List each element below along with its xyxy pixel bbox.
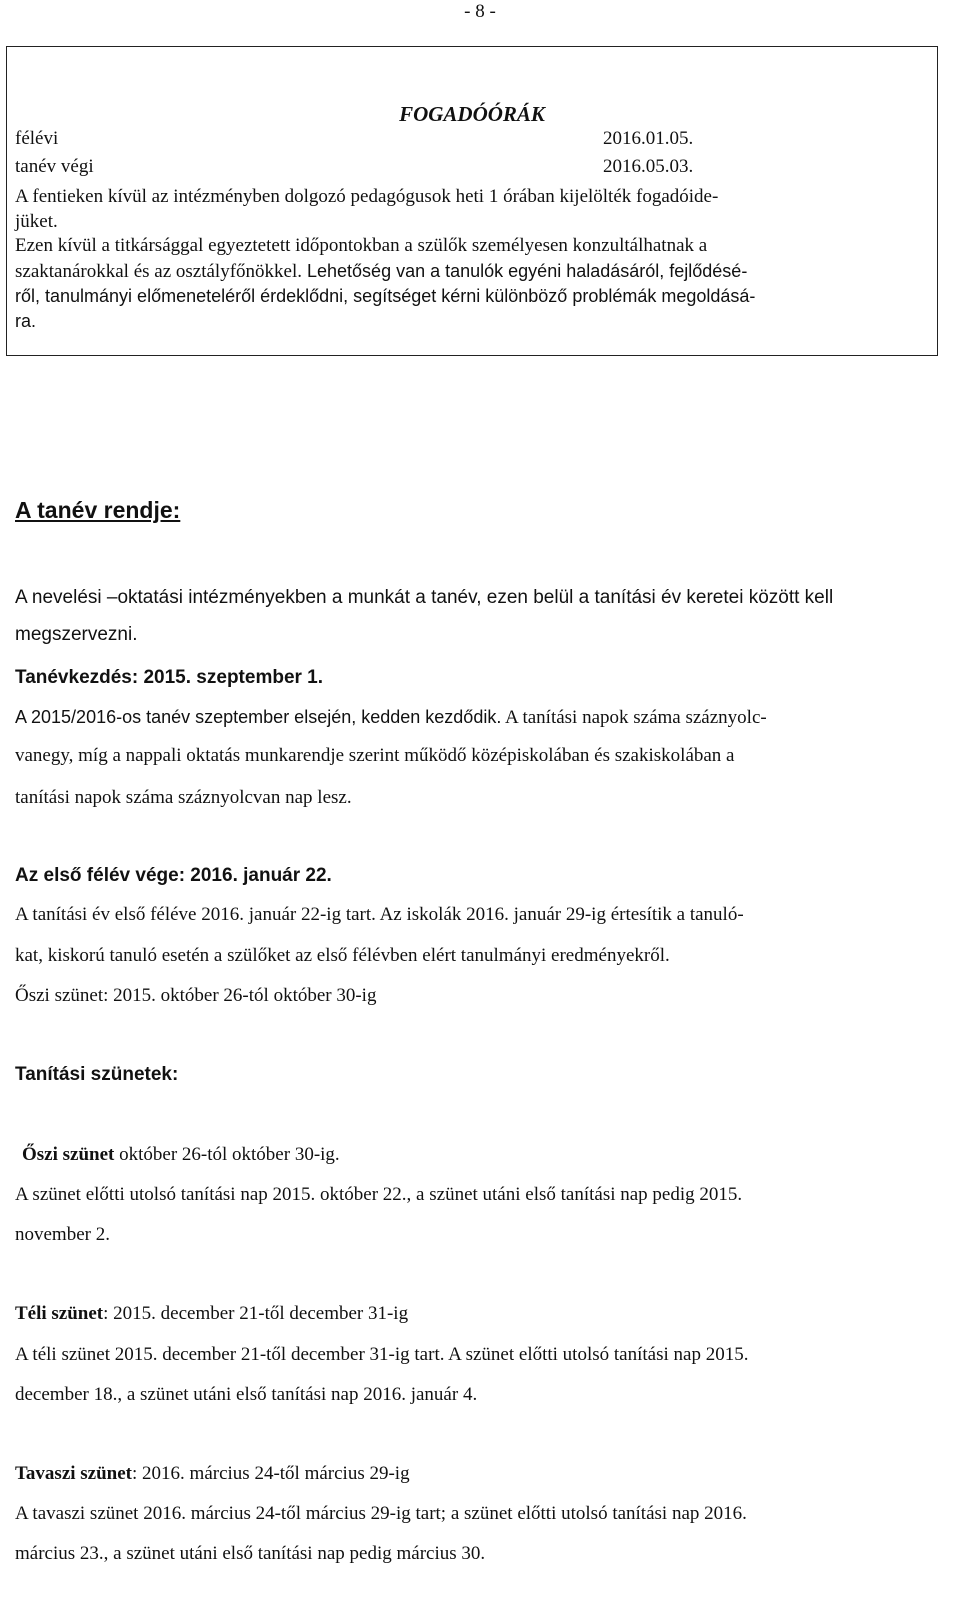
teli-szunet-line: december 18., a szünet utáni első tanítási nap 2016. január 4. [15,1384,478,1405]
text-span: Téli szünet [15,1303,104,1324]
tavaszi-szunet-line: március 23., a szünet utáni első tanítási nap pedig március 30. [15,1543,486,1564]
oszi-szunet-line: november 2. [15,1224,110,1245]
tavaszi-szunet-heading [15,1462,940,1486]
oszi-szunet-line: A szünet előtti utolsó tanítási nap 2015. október 22., a szünet utáni első tanítási nap pedig 2015. [15,1184,743,1205]
elso-felev-line: kat, kiskorú tanuló esetén a szülőket az első félévben elért tanulmányi eredményekről. [15,945,670,966]
text-span: A 2015/2016-os tanév szeptember elsején, kedden kezdődik. [15,707,502,727]
oszi-szunet-heading [22,1143,947,1167]
fogadoora-date: 2016.05.03. [603,156,694,177]
text-span: Őszi szünet [22,1144,115,1165]
text-span: szaktanárokkal és az osztályfőnökkel. [15,260,302,282]
page-number: - 8 - [464,1,496,22]
fogadoorak-box [6,46,938,356]
paragraph-line [15,259,931,285]
text-span: Lehetőség van a tanulók egyéni haladásáról, fejlődésé- [302,260,748,281]
intro-line: A nevelési –oktatási intézményekben a munkát a tanév, ezen belül a tanítási év keretei között kell [15,587,834,608]
tanev-rendje-heading: A tanév rendje: [15,497,181,523]
text-span: A tanítási napok száma száznyolc- [501,707,767,728]
fogadoora-paragraph-2 [15,234,931,333]
elso-felev-line: A tanítási év első féléve 2016. január 22-ig tart. Az iskolák 2016. január 29-ig értesítik a tanuló- [15,904,744,925]
tanevkezdes-heading: Tanévkezdés: 2015. szeptember 1. [15,667,324,688]
paragraph-line: jüket. [15,210,58,232]
fogadoora-date: 2016.01.05. [603,128,694,149]
fogadoora-label: tanév végi [15,156,94,177]
fogadoora-paragraph-1 [15,185,931,234]
paragraph-line: Ezen kívül a titkársággal egyeztetett időpontokban a szülők személyesen konzultálhatnak a [15,235,708,256]
fogadoora-label: félévi [15,128,59,149]
tanevkezdes-line: tanítási napok száma száznyolcvan nap lesz. [15,787,352,808]
paragraph-line: A fentieken kívül az intézményben dolgozó pedagógusok heti 1 órában kijelölték fogadóide- [15,186,719,207]
paragraph-line: ről, tanulmányi előmeneteléről érdeklődni, segítséget kérni különböző problémák megoldásá- [15,286,756,306]
text-span: október 26-tól október 30-ig. [114,1144,340,1165]
oszi-szunet-line: Őszi szünet: 2015. október 26-tól október 30-ig [15,985,377,1006]
paragraph-line: ra. [15,310,37,331]
tanevkezdes-line: vanegy, míg a nappali oktatás munkarendje szerint működő középiskolában és szakiskolában a [15,745,735,766]
tanitasi-szunetek-heading: Tanítási szünetek: [15,1064,179,1085]
intro-line: megszervezni. [15,624,138,645]
teli-szunet-line: A téli szünet 2015. december 21-től december 31-ig tart. A szünet előtti utolsó tanítási nap 2015. [15,1344,749,1365]
tavaszi-szunet-line: A tavaszi szünet 2016. március 24-től március 29-ig tart; a szünet előtti utolsó tanítási nap 2016. [15,1503,747,1524]
elso-felev-heading: Az első félév vége: 2016. január 22. [15,865,332,886]
teli-szunet-heading [15,1302,940,1326]
text-span: : 2016. március 24-től március 29-ig [132,1463,410,1484]
fogadoorak-title: FOGADÓÓRÁK [399,102,545,126]
text-span: : 2015. december 21-től december 31-ig [103,1303,409,1324]
text-span: Tavaszi szünet [15,1463,133,1484]
tanevkezdes-line [15,705,940,730]
